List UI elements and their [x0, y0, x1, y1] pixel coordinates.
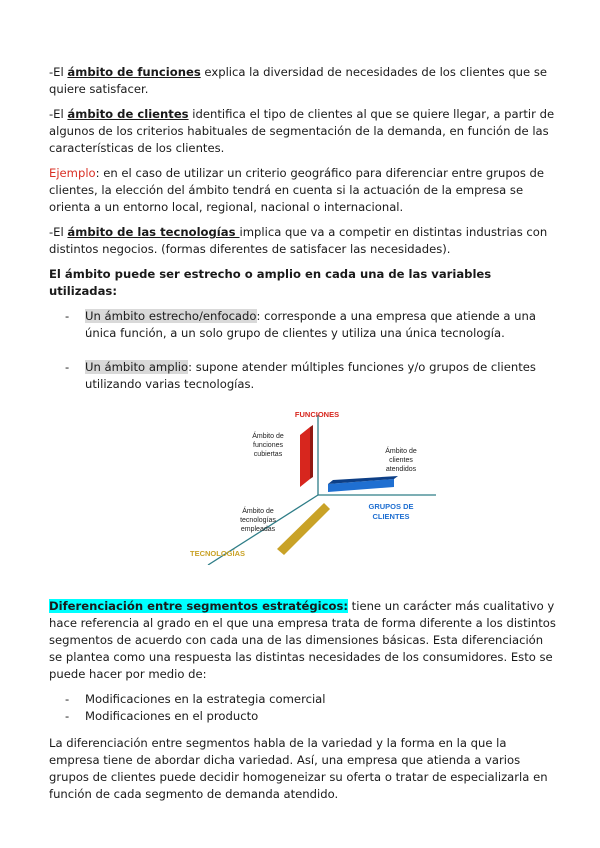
term-clientes: ámbito de clientes — [67, 107, 189, 121]
text: -El — [49, 65, 68, 79]
text: tiene un carácter más cualitativo y hace referencia al grado en el que una empresa trata de forma diferente a los distintos segmentos de acuerdo con cada una de las dimensiones básicas. Esta diferenciación se plantea como una respuesta las distintas necesidades de los consumidores. Esto se puede hacer por medio de: — [49, 599, 556, 681]
bullet-dash: - — [65, 309, 70, 323]
text: -El — [49, 225, 68, 239]
diagram-svg — [178, 405, 450, 565]
funciones-label: FUNCIONES — [294, 410, 340, 419]
text: explica la diversidad de necesidades de los clientes que se quiere satisfacer. — [49, 65, 548, 96]
text: : supone atender múltiples funciones y/o grupos de clientes utilizando varias tecnologías. — [85, 360, 536, 391]
tec-desc-3: empleadas — [240, 526, 276, 533]
tecnologias-bar — [277, 503, 330, 555]
list-ambitos — [49, 308, 559, 393]
bullet-dash: - — [65, 360, 70, 374]
bullet-dash: - — [65, 709, 70, 723]
text: : en el caso de utilizar un criterio geográfico para diferenciar entre grupos de clientes, la elección del ámbito tendrá en cuenta si la actuación de la empresa se orienta a un entorno local, regional, nacional o internacional. — [49, 166, 545, 214]
paragraph-clientes — [49, 106, 559, 157]
paragraph-variedad: La diferenciación entre segmentos habla de la variedad y la forma en la que la empresa tiene de abordar dicha variedad. Así, una empresa que atienda a varios grupos de clientes puede decidir homogeneizar su oferta o tratar de especializarla en función de cada segmento de demanda atendido. — [49, 736, 548, 801]
tec-desc-1: Ámbito de — [242, 508, 274, 515]
text: identifica el tipo de clientes al que se quiere llegar, a partir de algunos de los criterios habituales de segmentación de la demanda, en función de las características de los clientes. — [49, 107, 555, 155]
document-body — [49, 64, 559, 405]
list-item — [49, 308, 559, 342]
text: : corresponde a una empresa que atiende a una única función, a un solo grupo de clientes y utiliza una única tecnología. — [85, 309, 536, 340]
term-tecnologias: ámbito de las tecnologías — [67, 225, 240, 239]
paragraph-tecnologias — [49, 224, 559, 258]
bullet-dash: - — [65, 692, 70, 706]
clientes-desc-3: atendidos — [385, 466, 417, 473]
tecnologias-label: TECNOLOGÍAS — [190, 549, 246, 558]
text: implica que va a competir en distintas industrias con distintos negocios. (formas diferentes de satisfacer las necesidades). — [49, 225, 548, 256]
text: Modificaciones en el producto — [85, 709, 259, 723]
grupos-label-1: GRUPOS DE — [368, 502, 414, 511]
document-body-lower — [49, 598, 559, 811]
clientes-desc-1: Ámbito de — [385, 448, 417, 455]
funciones-desc-1: Ámbito de — [252, 433, 284, 440]
list-item — [49, 708, 559, 725]
text: Modificaciones en la estrategia comercial — [85, 692, 326, 706]
text: -El — [49, 107, 68, 121]
ambito-diagram — [178, 405, 450, 565]
heading-ambito: El ámbito puede ser estrecho o amplio en cada una de las variables utilizadas: — [49, 267, 492, 298]
grupos-label-2: CLIENTES — [372, 512, 410, 521]
list-modificaciones — [49, 691, 559, 725]
tec-desc-2: tecnologías — [240, 517, 276, 524]
funciones-bar — [300, 427, 310, 487]
funciones-desc-2: funciones — [253, 442, 283, 449]
funciones-desc-3: cubiertas — [253, 451, 283, 458]
list-item — [49, 359, 559, 393]
term-funciones: ámbito de funciones — [67, 65, 201, 79]
paragraph-ejemplo — [49, 165, 559, 216]
clientes-desc-2: clientes — [389, 457, 413, 464]
highlight-amplio: Un ámbito amplio — [85, 360, 189, 374]
paragraph-funciones — [49, 64, 559, 98]
term-diferenciacion: Diferenciación entre segmentos estratégicos: — [49, 599, 348, 613]
highlight-estrecho: Un ámbito estrecho/enfocado — [85, 309, 257, 323]
funciones-bar-side — [310, 425, 313, 479]
list-item — [49, 691, 559, 708]
ejemplo-label: Ejemplo — [49, 166, 96, 180]
paragraph-diferenciacion — [49, 598, 559, 683]
